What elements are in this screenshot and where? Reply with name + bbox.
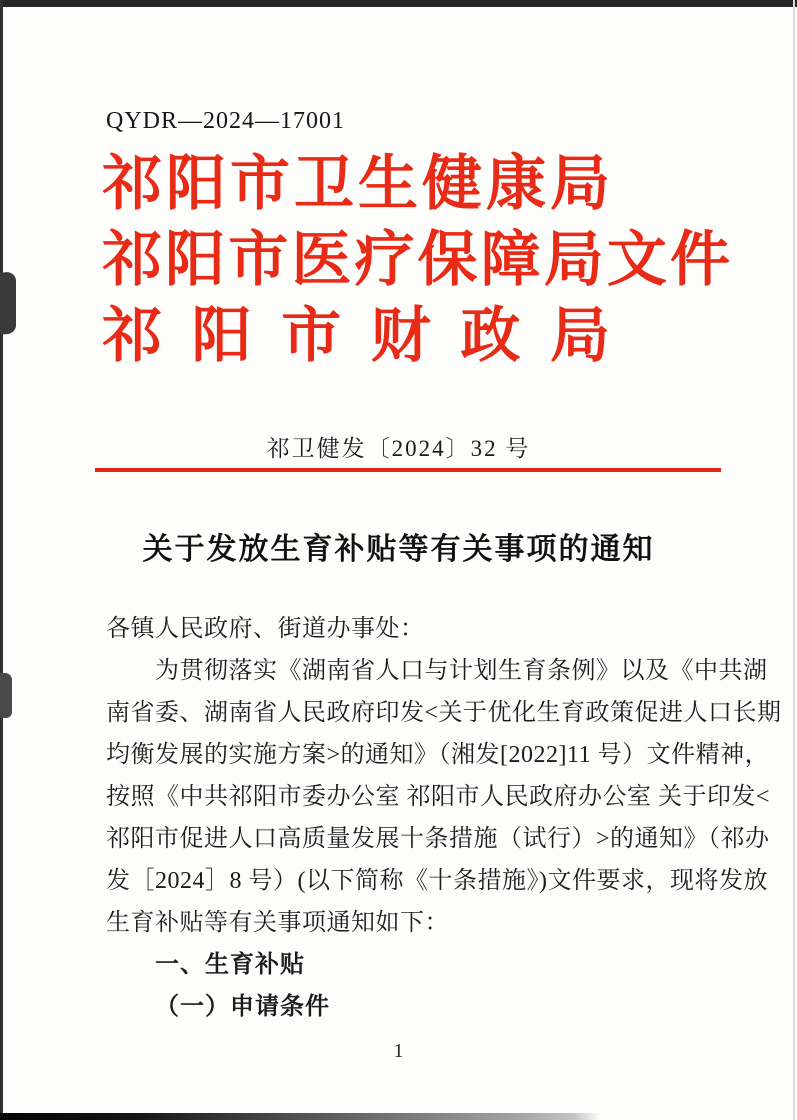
scan-edge-bottom (0, 1113, 797, 1120)
page-number: 1 (393, 1040, 404, 1062)
scan-artifact-blob (0, 673, 12, 718)
document-body (106, 608, 782, 1028)
red-separator-rule (95, 468, 721, 472)
body-line: 发［2024］8 号）(以下简称《十条措施》)文件要求，现将发放 (106, 868, 768, 894)
body-line: 祁阳市促进人口高质量发展十条措施（试行）>的通知》（祁办 (106, 826, 770, 852)
agency-name-medical-security-bureau: 祁 阳 市 医 疗 保 障 局 文 件 (102, 226, 730, 293)
body-line: 按照《中共祁阳市委办公室 祁阳市人民政府办公室 关于印发< (106, 784, 771, 810)
subsection-heading-application-conditions: （一）申请条件 (155, 993, 330, 1020)
body-line: 生育补贴等有关事项通知如下： (106, 910, 449, 936)
section-heading-birth-subsidy: 一、生育补贴 (155, 951, 305, 978)
document-reference-code: QYDR—2024—17001 (106, 108, 346, 134)
body-line: 为贯彻落实《湖南省人口与计划生育条例》以及《中共湖 (155, 658, 768, 684)
scan-artifact-blob (0, 271, 16, 335)
document-number: 祁卫健发〔2024〕32 号 (266, 436, 531, 461)
agency-name-health-bureau: 祁 阳 市 卫 生 健 康 局 (102, 150, 610, 217)
letterhead (102, 146, 730, 374)
scan-edge-top (0, 0, 797, 7)
body-line: 南省委、湖南省人民政府印发<关于优化生育政策促进人口长期 (106, 700, 782, 726)
agency-name-finance-bureau: 祁 阳 市 财 政 局 (102, 302, 610, 369)
document-title: 关于发放生育补贴等有关事项的通知 (142, 533, 655, 566)
body-line: 均衡发展的实施方案>的通知》（湘发[2022]11 号）文件精神， (106, 742, 770, 768)
salutation: 各镇人民政府、街道办事处： (106, 616, 425, 642)
